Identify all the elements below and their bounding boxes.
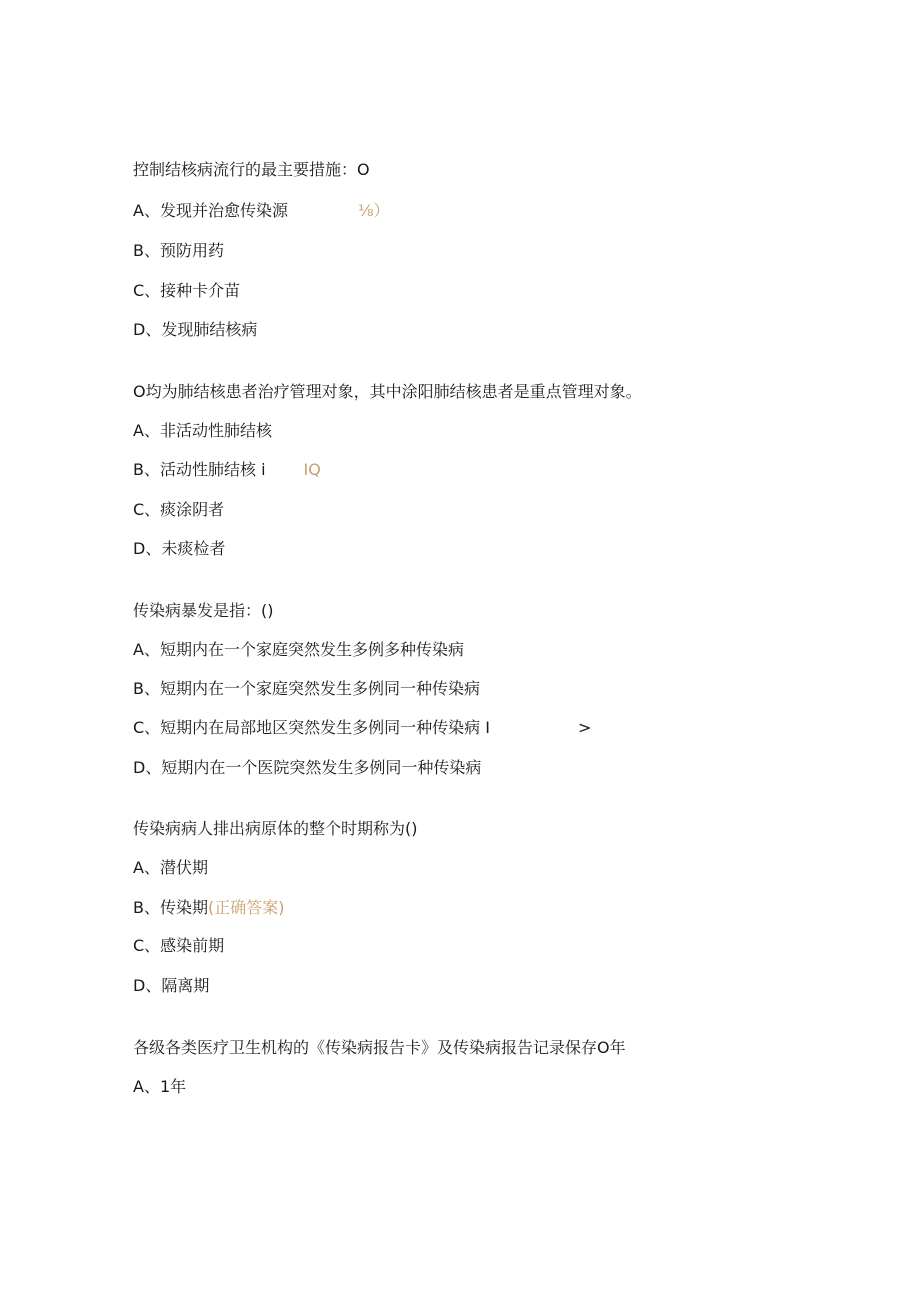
- question-2-option-c: C、痰涂阴者: [133, 500, 225, 519]
- question-4-option-d: D、隔离期: [133, 976, 210, 995]
- question-4-stem: 传染病病人排出病原体的整个时期称为(): [133, 819, 418, 838]
- question-3-stem: 传染病暴发是指：(): [133, 601, 274, 620]
- question-5-stem: 各级各类医疗卫生机构的《传染病报告卡》及传染病报告记录保存O年: [133, 1038, 626, 1057]
- correct-answer-label: (正确答案): [207, 898, 285, 917]
- question-4-option-a: A、潜伏期: [133, 858, 208, 877]
- question-3-option-d: D、短期内在一个医院突然发生多例同一种传染病: [133, 758, 482, 777]
- question-2-option-d: D、未痰检者: [133, 539, 226, 558]
- question-1-option-b: B、预防用药: [133, 241, 224, 260]
- answer-mark: ⅛）: [357, 201, 390, 220]
- question-1-option-c: C、接种卡介苗: [133, 281, 241, 300]
- question-2-option-b: [133, 460, 321, 480]
- question-1-option-a: [133, 201, 389, 221]
- question-2-option-a: A、非活动性肺结核: [133, 421, 272, 440]
- question-2-stem: O均为肺结核患者治疗管理对象，其中涂阳肺结核患者是重点管理对象。: [133, 382, 642, 401]
- question-1-stem: 控制结核病流行的最主要措施：O: [133, 160, 370, 179]
- question-4-option-c: C、感染前期: [133, 936, 225, 955]
- question-3-option-a: A、短期内在一个家庭突然发生多例多种传染病: [133, 640, 464, 659]
- question-4-option-b: [133, 898, 284, 918]
- question-1-option-d: D、发现肺结核病: [133, 320, 258, 339]
- question-5-option-a: A、1年: [133, 1077, 187, 1096]
- option-text: C、短期内在局部地区突然发生多例同一种传染病 I: [133, 718, 490, 737]
- answer-mark: >: [577, 718, 592, 737]
- question-3-option-c: [133, 718, 591, 738]
- answer-mark: IQ: [303, 460, 321, 479]
- option-text: B、传染期: [133, 898, 208, 917]
- option-text: B、活动性肺结核 i: [133, 460, 266, 479]
- option-text: A、发现并治愈传染源: [133, 201, 288, 220]
- question-3-option-b: B、短期内在一个家庭突然发生多例同一种传染病: [133, 679, 480, 698]
